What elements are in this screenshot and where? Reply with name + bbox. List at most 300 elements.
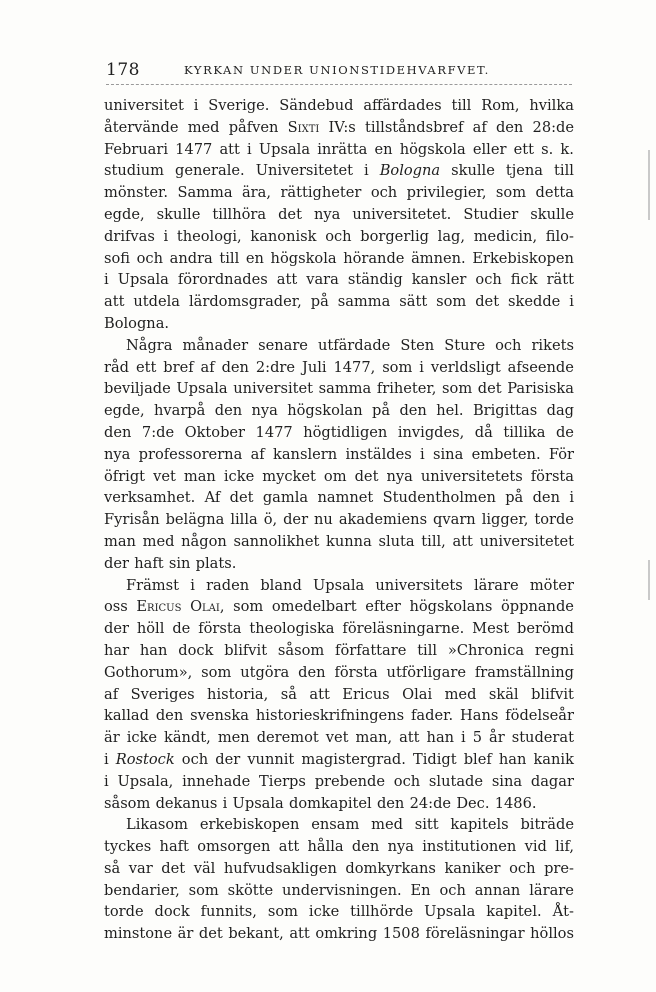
word: som bbox=[233, 598, 264, 616]
word: hufvudsakligen bbox=[223, 859, 337, 877]
word: han bbox=[426, 729, 455, 747]
word: första bbox=[334, 663, 378, 681]
word: den bbox=[221, 358, 249, 376]
word: så bbox=[280, 685, 297, 703]
word: Erkebiskopen bbox=[472, 249, 574, 267]
word: kapitels bbox=[450, 816, 509, 834]
word: Tierps bbox=[259, 772, 306, 790]
word: slutade bbox=[428, 772, 484, 790]
word: omkring bbox=[315, 925, 378, 943]
text-line bbox=[104, 553, 574, 575]
word: friheter, bbox=[376, 380, 437, 398]
word: såsom bbox=[277, 641, 325, 659]
word: i bbox=[247, 140, 252, 158]
word: och bbox=[136, 249, 163, 267]
word: IV:s bbox=[328, 118, 356, 136]
text-line bbox=[104, 923, 574, 945]
word: ett bbox=[513, 140, 534, 158]
word: embeten. bbox=[471, 445, 541, 463]
page-edge-mark bbox=[648, 560, 650, 600]
word: blef bbox=[463, 750, 492, 768]
word: dag bbox=[546, 402, 574, 420]
word: författare bbox=[335, 641, 407, 659]
word: studium bbox=[104, 162, 164, 180]
text-line bbox=[104, 727, 574, 749]
word: år bbox=[489, 729, 505, 747]
word: nya bbox=[251, 402, 278, 420]
word: Bologna bbox=[379, 162, 441, 180]
word: ära, bbox=[241, 184, 272, 202]
word: berömd bbox=[517, 620, 574, 638]
word: icke bbox=[223, 467, 255, 485]
word: 1508 bbox=[382, 925, 420, 943]
text-line bbox=[104, 226, 574, 248]
word: nya bbox=[387, 838, 414, 856]
word: der bbox=[215, 750, 241, 768]
word: Fyrisån bbox=[104, 511, 160, 529]
word: den bbox=[351, 838, 380, 856]
word: med bbox=[142, 532, 175, 550]
word: Olai bbox=[402, 685, 433, 703]
word: prebende bbox=[314, 772, 385, 790]
text-line bbox=[104, 596, 574, 618]
word: på bbox=[372, 402, 391, 420]
word: utgöra bbox=[240, 663, 290, 681]
word: hörande bbox=[343, 249, 405, 267]
word: högskolans bbox=[409, 598, 493, 616]
word: lärdomsgrader, bbox=[188, 293, 302, 311]
word: Åt- bbox=[552, 903, 574, 921]
word: de bbox=[555, 423, 574, 441]
word: höllos bbox=[530, 925, 574, 943]
word: Sveriges bbox=[130, 685, 195, 703]
word: i bbox=[363, 162, 369, 180]
word: verksamhet. bbox=[104, 489, 196, 507]
word: kallad bbox=[104, 707, 149, 725]
word: bref bbox=[163, 358, 194, 376]
word: skulle bbox=[451, 162, 495, 180]
text-line bbox=[104, 466, 574, 488]
word: den bbox=[104, 423, 132, 441]
text-line bbox=[104, 684, 574, 706]
text-line bbox=[104, 182, 574, 204]
word: vid bbox=[524, 838, 547, 856]
word: kapitel. bbox=[486, 903, 542, 921]
word: nya bbox=[104, 445, 131, 463]
word: För bbox=[548, 445, 574, 463]
word: ensam bbox=[311, 816, 360, 834]
word: i bbox=[419, 358, 424, 376]
word: svenska bbox=[190, 707, 249, 725]
word: och bbox=[325, 227, 352, 245]
word: af bbox=[472, 118, 487, 136]
word: den bbox=[155, 707, 184, 725]
word: dock bbox=[178, 641, 214, 659]
word: ligger, bbox=[481, 511, 529, 529]
word: s. bbox=[541, 140, 554, 158]
word: torde bbox=[534, 511, 574, 529]
word: eller bbox=[472, 140, 507, 158]
text-line bbox=[104, 248, 574, 270]
word: Oktober bbox=[184, 423, 246, 441]
word: råd bbox=[104, 358, 130, 376]
word: medicin, bbox=[473, 227, 538, 245]
word: utförligare bbox=[386, 663, 466, 681]
word: till, bbox=[421, 532, 446, 550]
word: Upsala bbox=[424, 903, 476, 921]
word: egde, bbox=[104, 402, 145, 420]
word: Olai, bbox=[190, 598, 225, 616]
word: utfärdade bbox=[317, 336, 391, 354]
word: haft bbox=[134, 554, 164, 572]
word: skedde bbox=[508, 293, 561, 311]
word: af bbox=[250, 445, 265, 463]
word: rätt bbox=[546, 271, 574, 289]
word: som bbox=[495, 184, 527, 202]
text-line bbox=[104, 269, 574, 291]
word: Hans bbox=[460, 707, 499, 725]
word: förordnades bbox=[177, 271, 268, 289]
word: den bbox=[399, 402, 427, 420]
text-line bbox=[104, 291, 574, 313]
text-line bbox=[104, 95, 574, 117]
word: om bbox=[323, 467, 347, 485]
word: det bbox=[477, 380, 502, 398]
word: 7:de bbox=[141, 423, 175, 441]
word: vara bbox=[306, 271, 339, 289]
word: tillhöra bbox=[212, 205, 267, 223]
word: föreläsningarne. bbox=[342, 620, 465, 638]
word: sitt bbox=[414, 816, 439, 834]
word: qvarn bbox=[433, 511, 476, 529]
word: fick bbox=[510, 271, 538, 289]
word: han bbox=[139, 641, 168, 659]
word: rättigheter bbox=[280, 184, 362, 202]
word: af bbox=[200, 358, 215, 376]
word: theologiska bbox=[249, 620, 335, 638]
word: som bbox=[201, 663, 232, 681]
word: Rom, bbox=[481, 97, 520, 114]
word: rikets bbox=[531, 336, 574, 354]
word: 2:dre bbox=[255, 358, 296, 376]
word: och bbox=[393, 772, 421, 790]
word: som bbox=[442, 380, 473, 398]
word: Bologna. bbox=[104, 314, 170, 332]
word: sofi bbox=[104, 249, 131, 267]
word: raden bbox=[206, 576, 250, 594]
word: och bbox=[475, 271, 502, 289]
word: den bbox=[214, 402, 243, 420]
word: theologi, bbox=[176, 227, 242, 245]
word: första bbox=[530, 467, 574, 485]
text-line bbox=[104, 139, 574, 161]
word: Sten bbox=[400, 336, 435, 354]
word: Samma bbox=[177, 184, 233, 202]
word: bland bbox=[260, 576, 302, 594]
word: kanonisk bbox=[250, 227, 317, 245]
text-line bbox=[104, 749, 574, 771]
page-header bbox=[106, 58, 572, 84]
word: är bbox=[177, 925, 194, 943]
word: i bbox=[193, 97, 199, 114]
word: lag, bbox=[437, 227, 466, 245]
word: Sture bbox=[444, 336, 486, 354]
word: lärare bbox=[473, 576, 519, 594]
word: har bbox=[104, 641, 130, 659]
word: universitet bbox=[233, 380, 314, 398]
word: undervisningen. bbox=[282, 881, 402, 899]
word: fader. bbox=[411, 707, 454, 725]
word: omedelbart bbox=[271, 598, 357, 616]
word: till bbox=[417, 641, 438, 659]
word: Rostock bbox=[115, 750, 175, 768]
word: den bbox=[376, 794, 405, 812]
word: kansler bbox=[411, 271, 467, 289]
word: i bbox=[104, 271, 109, 289]
word: man bbox=[183, 467, 216, 485]
word: Sverige. bbox=[208, 97, 270, 114]
word: Studentholmen bbox=[382, 489, 496, 507]
word: gamla bbox=[262, 489, 309, 507]
text-line bbox=[104, 357, 574, 379]
word: kaniker bbox=[444, 859, 501, 877]
word: innehade bbox=[182, 772, 251, 790]
word: belägna bbox=[165, 511, 225, 529]
word: högskolan bbox=[287, 402, 363, 420]
word: nya bbox=[386, 467, 413, 485]
word: man bbox=[104, 532, 136, 550]
word: studerat bbox=[511, 729, 574, 747]
word: sannolikhet bbox=[233, 532, 320, 550]
word: samma bbox=[337, 293, 391, 311]
word: att bbox=[309, 685, 330, 703]
word: så bbox=[104, 859, 121, 877]
word: omsorgen bbox=[197, 838, 271, 856]
word: högskola bbox=[399, 140, 466, 158]
word: 24:de bbox=[409, 794, 452, 812]
page-edge-mark bbox=[648, 150, 650, 220]
text-line bbox=[104, 160, 574, 182]
word: skulle bbox=[156, 205, 201, 223]
word: Brigittas bbox=[472, 402, 538, 420]
text-line bbox=[104, 422, 574, 444]
text-line bbox=[104, 814, 574, 836]
text-line bbox=[104, 901, 574, 923]
word: Tidigt bbox=[413, 750, 457, 768]
word: blifvit bbox=[224, 641, 268, 659]
header-rule bbox=[106, 84, 572, 85]
word: i bbox=[104, 772, 109, 790]
word: Upsala bbox=[232, 794, 284, 812]
text-line bbox=[104, 836, 574, 858]
word: dock bbox=[154, 903, 190, 921]
word: men bbox=[217, 729, 250, 747]
word: att bbox=[452, 532, 473, 550]
word: vunnit bbox=[247, 750, 295, 768]
word: det bbox=[354, 467, 379, 485]
page-number: 178 bbox=[106, 60, 140, 80]
word: kanik bbox=[533, 750, 574, 768]
text-line bbox=[104, 204, 574, 226]
word: 1477, bbox=[333, 358, 376, 376]
word: som bbox=[382, 358, 413, 376]
word: i bbox=[190, 576, 195, 594]
text-line bbox=[104, 117, 574, 139]
word: invigdes, bbox=[397, 423, 465, 441]
word: institutionen bbox=[422, 838, 517, 856]
word: dagar bbox=[530, 772, 574, 790]
text-line bbox=[104, 640, 574, 662]
word: Sixti bbox=[287, 118, 320, 136]
word: skötte bbox=[227, 881, 274, 899]
word: domkapitel bbox=[289, 794, 372, 812]
word: Främst bbox=[126, 576, 179, 594]
word: historia, bbox=[207, 685, 269, 703]
word: nya bbox=[313, 205, 341, 223]
word: tjena bbox=[505, 162, 543, 180]
word: erkebiskopen bbox=[199, 816, 300, 834]
word: en bbox=[245, 249, 264, 267]
word: instäldes bbox=[345, 445, 412, 463]
word: historieskrifningens bbox=[255, 707, 405, 725]
word: med bbox=[371, 816, 403, 834]
word: någon bbox=[181, 532, 227, 550]
word: borgerlig bbox=[360, 227, 429, 245]
word: senare bbox=[258, 336, 308, 354]
word: dekanus bbox=[155, 794, 218, 812]
word: Af bbox=[204, 489, 221, 507]
word: och bbox=[509, 859, 536, 877]
word: Upsala bbox=[176, 380, 228, 398]
word: det bbox=[161, 859, 186, 877]
word: mycket bbox=[262, 467, 316, 485]
word: att bbox=[276, 271, 298, 289]
word: i bbox=[163, 227, 169, 245]
text-line bbox=[104, 531, 574, 553]
word: öfrigt bbox=[104, 467, 146, 485]
word: på bbox=[505, 489, 524, 507]
word: och bbox=[181, 750, 209, 768]
word: påfven bbox=[228, 118, 279, 136]
word: icke bbox=[126, 729, 158, 747]
word: månader bbox=[182, 336, 249, 354]
word: ö, bbox=[263, 511, 278, 529]
word: återvände bbox=[104, 118, 179, 136]
word: plats. bbox=[195, 554, 237, 572]
word: till bbox=[219, 249, 240, 267]
text-line bbox=[104, 793, 574, 815]
word: universitetet. bbox=[352, 205, 452, 223]
word: Upsala, bbox=[117, 772, 174, 790]
word: att bbox=[399, 729, 420, 747]
word: andra bbox=[169, 249, 213, 267]
word: är bbox=[104, 729, 120, 747]
word: efter bbox=[365, 598, 401, 616]
word: att bbox=[278, 838, 300, 856]
word: magistergrad. bbox=[301, 750, 406, 768]
text-line bbox=[104, 858, 574, 880]
word: och bbox=[370, 184, 398, 202]
word: biträde bbox=[520, 816, 574, 834]
word: Upsala bbox=[117, 271, 169, 289]
word: i bbox=[461, 729, 466, 747]
word: der bbox=[104, 554, 129, 572]
word: tillhörde bbox=[350, 903, 414, 921]
word: af bbox=[104, 685, 119, 703]
word: i bbox=[104, 750, 109, 768]
word: den bbox=[298, 663, 326, 681]
word: tillika bbox=[503, 423, 546, 441]
word: hvarpå bbox=[153, 402, 206, 420]
word: affärdades bbox=[363, 97, 442, 114]
word: Ericus bbox=[342, 685, 390, 703]
text-line bbox=[104, 880, 574, 902]
word: han bbox=[498, 750, 527, 768]
text-line bbox=[104, 575, 574, 597]
word: Några bbox=[126, 336, 173, 354]
text-line bbox=[104, 771, 574, 793]
word: minstone bbox=[104, 925, 173, 943]
word: deremot bbox=[256, 729, 319, 747]
word: 28:de bbox=[532, 118, 574, 136]
word: »Chronica bbox=[447, 641, 525, 659]
word: i bbox=[222, 794, 228, 812]
word: den bbox=[495, 118, 524, 136]
word: man, bbox=[355, 729, 393, 747]
word: annan bbox=[474, 881, 521, 899]
word: Universitetet bbox=[255, 162, 353, 180]
word: det bbox=[229, 489, 254, 507]
word: öppnande bbox=[500, 598, 574, 616]
word: ett bbox=[135, 358, 157, 376]
word: 1486. bbox=[494, 794, 537, 812]
word: verldsligt bbox=[430, 358, 501, 376]
word: der bbox=[104, 620, 129, 638]
word: som bbox=[436, 293, 467, 311]
word: sina bbox=[433, 445, 464, 463]
word: som bbox=[267, 903, 298, 921]
word: pre- bbox=[544, 859, 574, 877]
word: Studier bbox=[463, 205, 519, 223]
word: Ericus bbox=[136, 598, 182, 616]
word: regni bbox=[534, 641, 574, 659]
word: professorerna bbox=[138, 445, 243, 463]
word: torde bbox=[104, 903, 144, 921]
word: drifvas bbox=[104, 227, 155, 245]
word: hel. bbox=[436, 402, 464, 420]
word: kanslern bbox=[273, 445, 338, 463]
word: väl bbox=[193, 859, 216, 877]
word: lilla bbox=[230, 511, 258, 529]
word: i bbox=[569, 489, 574, 507]
word: en bbox=[374, 140, 393, 158]
word: afseende bbox=[507, 358, 574, 376]
word: funnits, bbox=[200, 903, 257, 921]
word: haft bbox=[159, 838, 189, 856]
word: ständig bbox=[347, 271, 403, 289]
word: hvilka bbox=[529, 97, 574, 114]
word: icke bbox=[308, 903, 340, 921]
word: i bbox=[420, 445, 425, 463]
text-line bbox=[104, 335, 574, 357]
word: föreläsningar bbox=[425, 925, 525, 943]
word: skulle bbox=[530, 205, 574, 223]
word: blifvit bbox=[531, 685, 574, 703]
word: Likasom bbox=[126, 816, 189, 834]
word: Februari bbox=[104, 140, 169, 158]
word: tillståndsbref bbox=[364, 118, 464, 136]
word: k. bbox=[560, 140, 574, 158]
